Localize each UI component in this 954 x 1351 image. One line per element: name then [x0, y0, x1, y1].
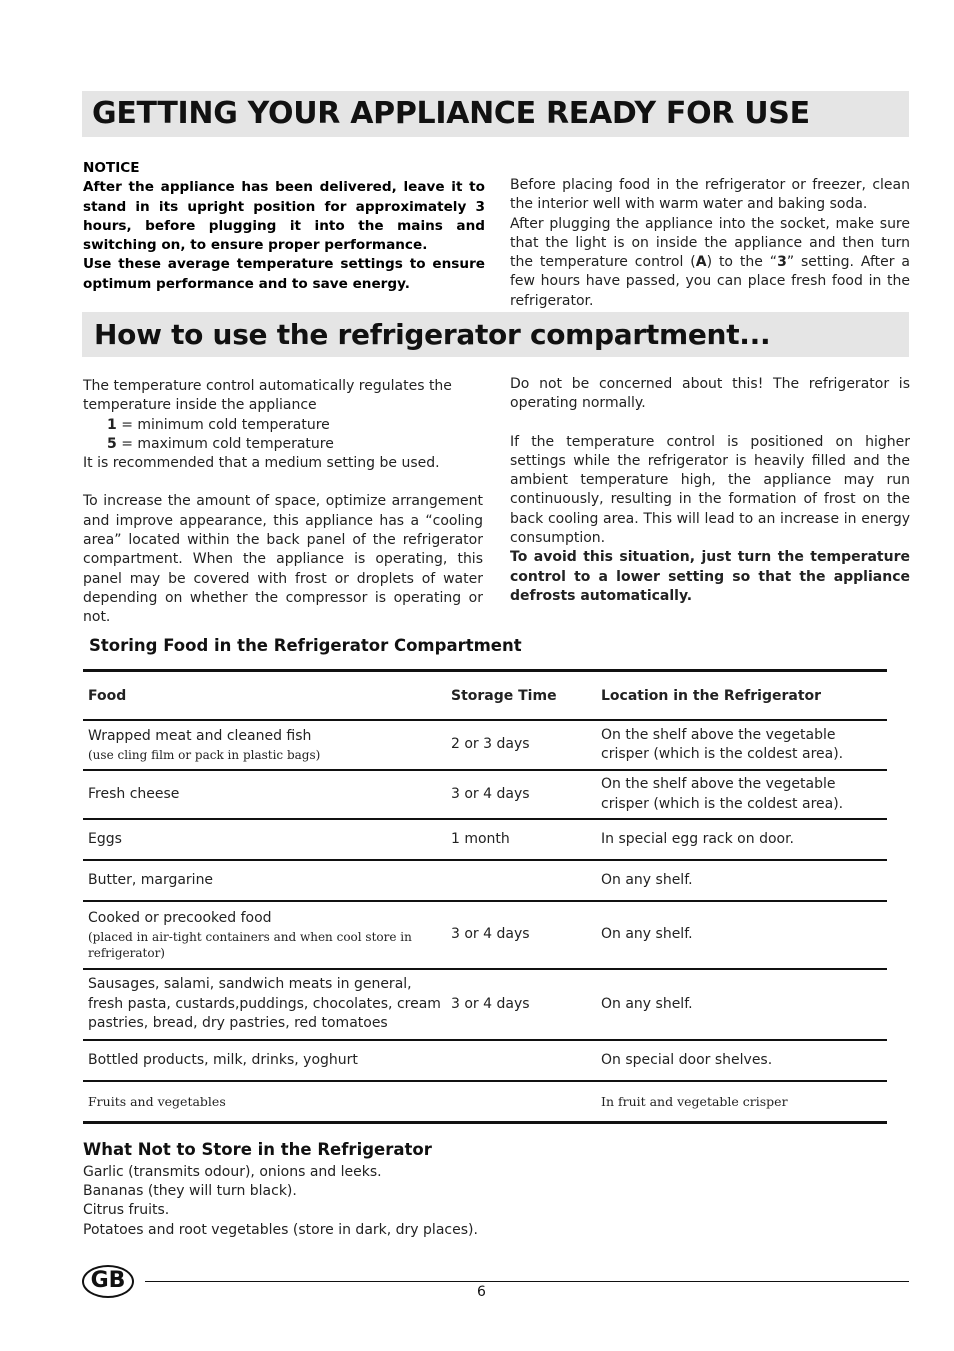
section-title-getting-ready: GETTING YOUR APPLIANCE READY FOR USE: [82, 91, 909, 137]
location-cell: On any shelf.: [596, 860, 887, 901]
food-name: Wrapped meat and cleaned fish: [88, 728, 312, 745]
list-item: Garlic (transmits odour), onions and leeks.: [83, 1164, 382, 1180]
list-item: Citrus fruits.: [83, 1202, 170, 1219]
column-header-food: Food: [83, 671, 446, 721]
time-cell: 1 month: [446, 819, 596, 860]
preparation-paragraph-1: Before placing food in the refrigerator or freezer, clean the interior well with warm water and baking soda.: [510, 177, 910, 213]
time-cell: [446, 860, 596, 901]
table-row: [83, 969, 887, 1040]
setting-maximum: [83, 435, 483, 454]
food-note: (placed in air-tight containers and when cool store in refrigerator): [88, 929, 412, 960]
table-row: [83, 720, 887, 770]
notice-text-2: Use these average temperature settings to ensure optimum performance and to save energy.: [83, 256, 485, 292]
table-row: [83, 901, 887, 969]
section-title-refrigerator: How to use the refrigerator compartment...: [82, 312, 909, 357]
setting-minimum-number: 1: [107, 416, 117, 433]
notice-label: NOTICE: [83, 160, 140, 176]
storing-food-heading: Storing Food in the Refrigerator Compartment: [89, 636, 522, 655]
food-cell: [83, 720, 446, 770]
column-header-storage-time: Storage Time: [446, 671, 596, 721]
cooling-area-text: To increase the amount of space, optimize arrangement and improve appearance, this appliance has a “cooling area” located within the back panel of the refrigerator compartment. When the appliance is operating, this panel may be covered with frost or droplets of water depending on whether the compressor is operating or not.: [83, 493, 483, 626]
food-cell: Fruits and vegetables: [83, 1081, 446, 1122]
location-cell: In fruit and vegetable crisper: [596, 1081, 887, 1122]
location-cell: On the shelf above the vegetable crisper (which is the coldest area).: [596, 720, 887, 770]
table-row: [83, 770, 887, 819]
country-badge: GB: [82, 1265, 134, 1298]
food-cell: Eggs: [83, 819, 446, 860]
food-cell: [83, 901, 446, 969]
time-cell: 3 or 4 days: [446, 901, 596, 969]
location-cell: On any shelf.: [596, 901, 887, 969]
preparation-paragraph-2: [510, 215, 910, 311]
time-cell: 2 or 3 days: [446, 720, 596, 770]
column-header-location: Location in the Refrigerator: [596, 671, 887, 721]
table-row: [83, 1040, 887, 1081]
list-item: Potatoes and root vegetables (store in dark, dry places).: [83, 1221, 478, 1238]
food-storage-table: [83, 669, 887, 1124]
table-row: [83, 1081, 887, 1122]
defrost-advice-text: To avoid this situation, just turn the temperature control to a lower setting so that the appliance defrosts automatically.: [510, 549, 910, 604]
setting-number: 3: [777, 254, 787, 271]
recommendation-text: It is recommended that a medium setting be used.: [83, 455, 440, 472]
location-cell: On special door shelves.: [596, 1040, 887, 1081]
preparation-text-part: ) to the “: [706, 254, 778, 271]
preparation-text-part: ” setting. After a few hours have passed, you can place fresh food in the refrigerator.: [510, 254, 910, 309]
what-not-to-store-heading: What Not to Store in the Refrigerator: [83, 1140, 432, 1159]
time-cell: [446, 1040, 596, 1081]
page-number: 6: [477, 1284, 486, 1300]
temperature-control-text: [83, 377, 483, 628]
location-cell: On any shelf.: [596, 969, 887, 1040]
preparation-text-part: After plugging the appliance into the socket, make sure that the light is on inside the appliance and then turn the temperature control (: [510, 215, 910, 271]
notice-block: [83, 159, 485, 294]
table-row: [83, 860, 887, 901]
setting-minimum: [83, 416, 483, 435]
location-cell: On the shelf above the vegetable crisper (which is the coldest area).: [596, 770, 887, 819]
table-row: [83, 819, 887, 860]
table-header-row: [83, 671, 887, 721]
list-item: Bananas (they will turn black).: [83, 1183, 297, 1200]
food-cell: Bottled products, milk, drinks, yoghurt: [83, 1040, 446, 1081]
time-cell: 3 or 4 days: [446, 969, 596, 1040]
footer-divider: [145, 1281, 909, 1282]
location-cell: In special egg rack on door.: [596, 819, 887, 860]
high-setting-text: If the temperature control is positioned on higher settings while the refrigerator is heavily filled and the ambient temperature high, the appliance may run continuously, resulting in the formation of frost on the back cooling area. This will lead to an increase in energy consumption.: [510, 433, 910, 547]
control-letter: A: [695, 254, 707, 271]
preparation-text: [510, 176, 910, 311]
food-note: (use cling film or pack in plastic bags): [88, 747, 321, 762]
food-cell: Fresh cheese: [83, 770, 446, 819]
food-cell: Butter, margarine: [83, 860, 446, 901]
setting-maximum-text: = maximum cold temperature: [116, 435, 334, 452]
temperature-intro: The temperature control automatically regulates the temperature inside the appliance: [83, 378, 452, 414]
setting-minimum-text: = minimum cold temperature: [116, 416, 330, 433]
food-cell: Sausages, salami, sandwich meats in general, fresh pasta, custards,puddings, chocolates, cream pastries, bread, dry pastries, red tomatoes: [83, 969, 446, 1040]
time-cell: 3 or 4 days: [446, 770, 596, 819]
notice-text: After the appliance has been delivered, leave it to stand in its upright position for approximately 3 hours, before plugging it into the mains and switching on, to ensure proper performance.: [83, 179, 485, 254]
food-name: Cooked or precooked food: [88, 910, 272, 927]
time-cell: [446, 1081, 596, 1122]
frost-info-text: [510, 375, 910, 606]
reassurance-text: Do not be concerned about this! The refrigerator is operating normally.: [510, 376, 910, 412]
what-not-to-store-list: [83, 1163, 478, 1240]
setting-maximum-number: 5: [107, 435, 117, 452]
